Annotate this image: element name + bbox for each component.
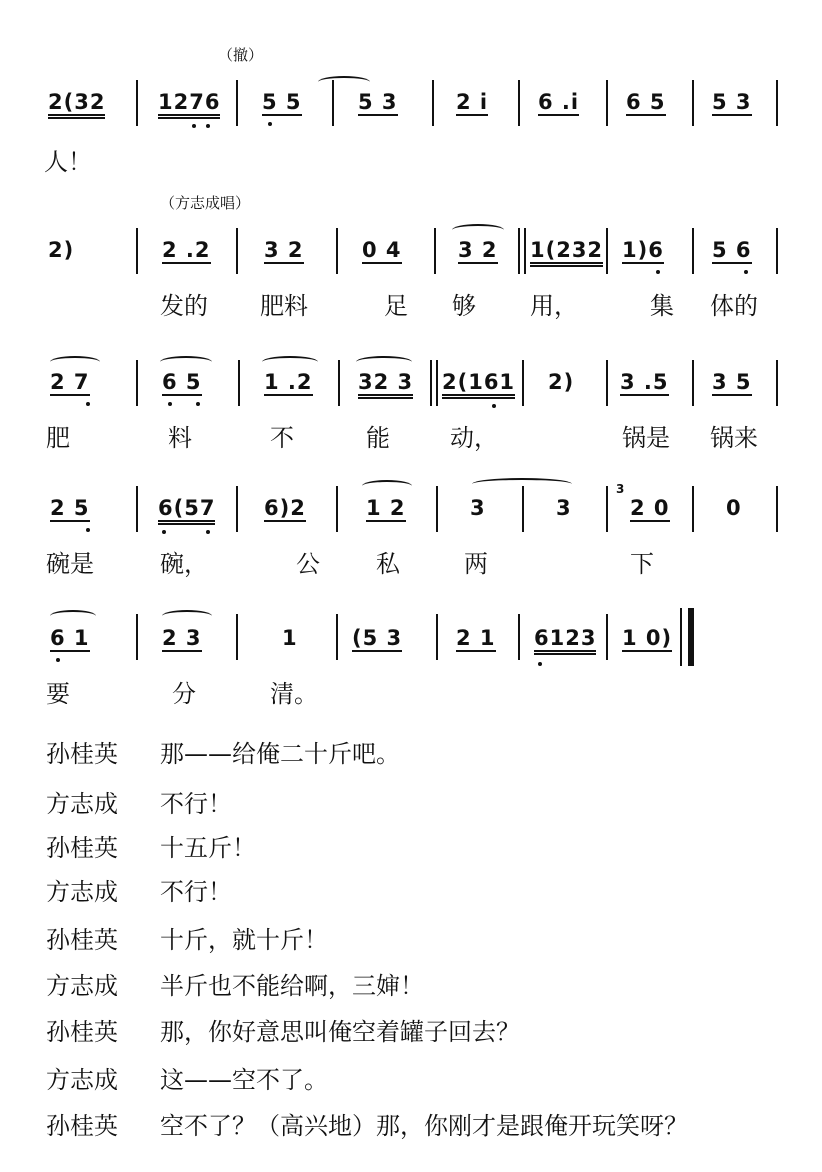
barline	[236, 486, 238, 532]
measure: 3 .5	[620, 370, 669, 394]
lyric: 碗是	[46, 550, 94, 578]
barline	[136, 614, 138, 660]
measure: 6 5	[162, 370, 202, 394]
measure: 6 1	[50, 626, 90, 650]
measure: 3	[470, 496, 486, 520]
lyric: 集	[650, 292, 674, 320]
barline	[136, 360, 138, 406]
dialogue-text: 半斤也不能给啊，三婶！	[160, 972, 424, 1000]
dialogue-speaker: 孙桂英	[46, 1018, 118, 1046]
octave-dot	[196, 402, 200, 406]
slur	[160, 356, 212, 368]
measure: 6)2	[264, 496, 306, 520]
measure: 1	[282, 626, 298, 650]
barline	[336, 486, 338, 532]
measure: 3 5	[712, 370, 752, 394]
dialogue-speaker: 方志成	[46, 972, 118, 1000]
lyric: 私	[376, 550, 400, 578]
octave-dot	[162, 530, 166, 534]
measure: 0 4	[362, 238, 402, 262]
barline	[518, 228, 520, 274]
lyric: 分	[172, 680, 196, 708]
measure: 1276	[158, 90, 220, 119]
barline	[522, 486, 524, 532]
slur	[452, 224, 504, 236]
slur	[50, 610, 96, 622]
lyric: 锅是	[622, 424, 670, 452]
barline	[332, 80, 334, 126]
slur	[262, 356, 318, 368]
measure: 32 3	[358, 370, 413, 399]
octave-dot	[86, 528, 90, 532]
dialogue-speaker: 孙桂英	[46, 1112, 118, 1140]
barline	[606, 228, 608, 274]
measure: 2 i	[456, 90, 489, 114]
octave-dot	[744, 270, 748, 274]
measure: 3	[556, 496, 572, 520]
barline	[692, 228, 694, 274]
final-barline-thick	[688, 608, 694, 666]
barline	[606, 614, 608, 660]
lyric: 肥料	[260, 292, 308, 320]
measure: 5 3	[358, 90, 398, 114]
dialogue-text: 这——空不了。	[160, 1066, 328, 1094]
barline	[136, 486, 138, 532]
measure: 3 2	[458, 238, 498, 262]
dialogue-text: 那——给俺二十斤吧。	[160, 740, 400, 768]
measure: 5 5	[262, 90, 302, 114]
barline	[336, 228, 338, 274]
measure: 2 1	[456, 626, 496, 650]
barline	[236, 80, 238, 126]
measure: 2 .2	[162, 238, 211, 262]
barline	[524, 228, 526, 274]
singer-annotation: （方志成唱）	[160, 194, 251, 212]
lyric: 公	[296, 550, 320, 578]
lyric: 锅来	[710, 424, 758, 452]
performance-annotation: （撤）	[218, 46, 264, 64]
barline	[136, 80, 138, 126]
measure: 2(161	[442, 370, 515, 399]
lyric: 用，	[530, 292, 578, 320]
lyric: 够	[452, 292, 476, 320]
measure: 2)	[48, 238, 75, 262]
barline	[432, 80, 434, 126]
lyric: 不	[270, 424, 294, 452]
measure: 2(32	[48, 90, 105, 119]
dialogue-speaker: 孙桂英	[46, 740, 118, 768]
octave-dot	[492, 404, 496, 408]
dialogue-speaker: 孙桂英	[46, 926, 118, 954]
measure: 5 3	[712, 90, 752, 114]
dialogue-speaker: 孙桂英	[46, 834, 118, 862]
dialogue-text: 那，你好意思叫俺空着罐子回去？	[160, 1018, 520, 1046]
barline	[336, 614, 338, 660]
measure: 1 0)	[622, 626, 673, 650]
measure: 2 5	[50, 496, 90, 520]
octave-dot	[656, 270, 660, 274]
measure: 2 0	[630, 496, 670, 520]
measure: 6123	[534, 626, 596, 655]
grace-note: 3	[616, 482, 625, 496]
barline	[518, 614, 520, 660]
barline	[430, 360, 432, 406]
barline	[692, 80, 694, 126]
lyric: 能	[366, 424, 390, 452]
measure: (5 3	[352, 626, 403, 650]
measure: 1(232	[530, 238, 603, 267]
barline	[606, 360, 608, 406]
lyric: 人！	[44, 148, 92, 176]
measure: 1 .2	[264, 370, 313, 394]
octave-dot	[192, 124, 196, 128]
dialogue-speaker: 方志成	[46, 790, 118, 818]
octave-dot	[268, 122, 272, 126]
measure: 2)	[548, 370, 575, 394]
barline	[136, 228, 138, 274]
lyric: 体的	[710, 292, 758, 320]
lyric: 料	[168, 424, 192, 452]
measure: 1 2	[366, 496, 406, 520]
measure: 2 7	[50, 370, 90, 394]
slur	[362, 480, 412, 492]
lyric: 动，	[450, 424, 498, 452]
barline	[338, 360, 340, 406]
slur	[50, 356, 100, 368]
barline	[606, 486, 608, 532]
barline	[436, 614, 438, 660]
dialogue-text: 十五斤！	[160, 834, 256, 862]
dialogue-speaker: 方志成	[46, 1066, 118, 1094]
barline	[606, 80, 608, 126]
lyric: 发的	[160, 292, 208, 320]
lyric: 两	[464, 550, 488, 578]
barline	[434, 228, 436, 274]
lyric: 下	[630, 550, 654, 578]
measure: 2 3	[162, 626, 202, 650]
dialogue-speaker: 方志成	[46, 878, 118, 906]
slur	[356, 356, 412, 368]
lyric: 清。	[270, 680, 318, 708]
octave-dot	[206, 124, 210, 128]
dialogue-text: 不行！	[160, 878, 232, 906]
measure: 6(57	[158, 496, 215, 525]
slur	[162, 610, 212, 622]
barline	[692, 360, 694, 406]
octave-dot	[56, 658, 60, 662]
lyric: 肥	[46, 424, 70, 452]
slur	[318, 76, 370, 88]
barline	[776, 228, 778, 274]
measure: 5 6	[712, 238, 752, 262]
barline	[776, 486, 778, 532]
measure: 1)6	[622, 238, 664, 262]
measure: 6 5	[626, 90, 666, 114]
final-barline-thin	[680, 608, 682, 666]
barline	[236, 614, 238, 660]
octave-dot	[206, 530, 210, 534]
barline	[522, 360, 524, 406]
barline	[776, 360, 778, 406]
octave-dot	[538, 662, 542, 666]
dialogue-text: 十斤，就十斤！	[160, 926, 328, 954]
barline	[436, 486, 438, 532]
measure: 6 .i	[538, 90, 580, 114]
barline	[692, 486, 694, 532]
barline	[776, 80, 778, 126]
lyric: 足	[384, 292, 408, 320]
barline	[518, 80, 520, 126]
measure: 0	[726, 496, 742, 520]
barline	[238, 360, 240, 406]
dialogue-text: 不行！	[160, 790, 232, 818]
octave-dot	[86, 402, 90, 406]
barline	[236, 228, 238, 274]
octave-dot	[168, 402, 172, 406]
lyric: 要	[46, 680, 70, 708]
measure: 3 2	[264, 238, 304, 262]
dialogue-text: 空不了？（高兴地）那，你刚才是跟俺开玩笑呀？	[160, 1112, 688, 1140]
barline	[436, 360, 438, 406]
lyric: 碗，	[160, 550, 208, 578]
